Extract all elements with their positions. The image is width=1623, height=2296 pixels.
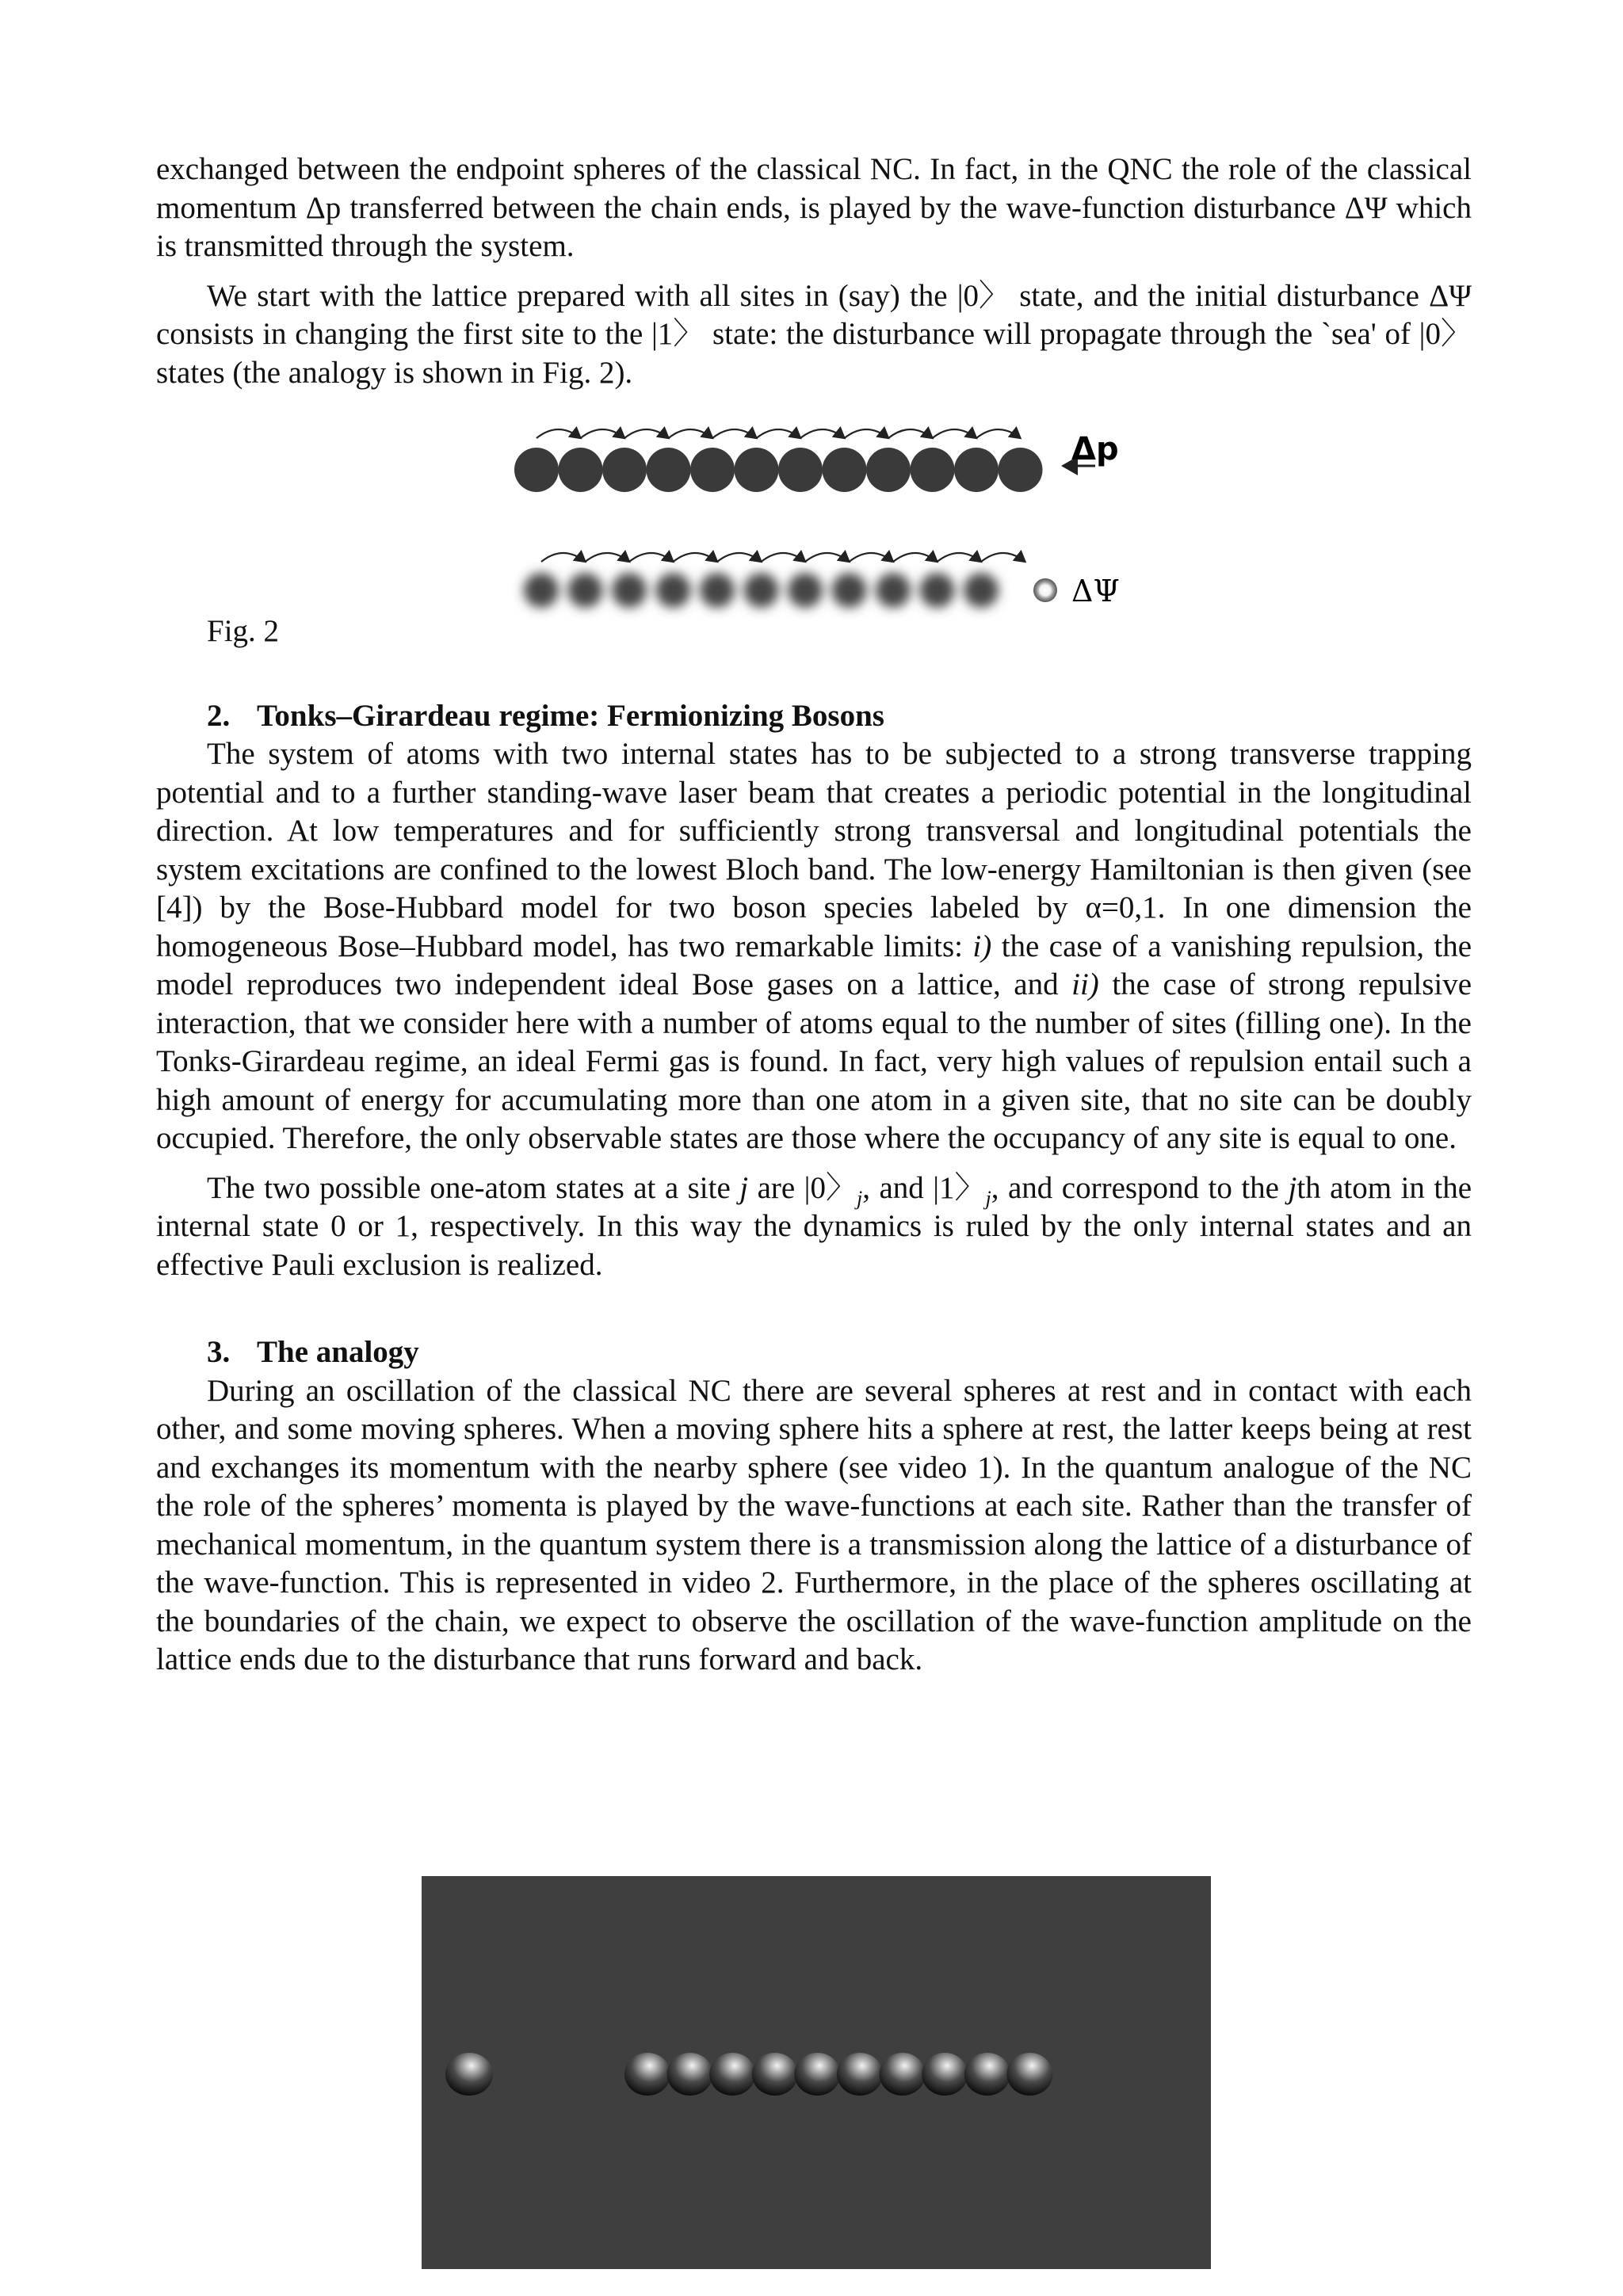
chain-sphere <box>794 2053 840 2096</box>
chain-sphere <box>964 2053 1010 2096</box>
chain-sphere <box>922 2053 968 2096</box>
chain-sphere <box>709 2053 755 2096</box>
classical-sphere <box>690 448 735 492</box>
lattice-site <box>876 573 911 608</box>
classical-sphere <box>559 448 603 492</box>
transfer-arrow <box>541 553 586 562</box>
lattice-site <box>568 573 603 608</box>
momentum-transfer-arrows <box>537 429 1021 438</box>
transfer-arrow <box>981 553 1025 562</box>
page-content <box>156 151 1472 1680</box>
chain-sphere <box>880 2053 926 2096</box>
paragraph-3 <box>156 735 1472 1158</box>
classical-sphere <box>954 448 999 492</box>
classical-sphere-chain <box>514 448 1043 492</box>
transfer-arrow <box>537 429 581 438</box>
paragraph-3-text-c: the case of strong repulsive interaction, that we consider here with a number of atoms equal to the number of sites (filling one). In the Tonks-Girardeau regime, an ideal Fermi gas is found. In fact, very high values of repulsion entail such a high amount of energy for accumulating more than one atom in a given site, that no site can be doubly occupied. Therefore, the only observable states are those where the occupancy of any site is equal to one. <box>156 967 1472 1155</box>
lattice-site <box>788 573 823 608</box>
classical-sphere <box>602 448 647 492</box>
section-3-number: 3. <box>207 1335 231 1369</box>
lattice-site <box>920 573 955 608</box>
paragraph-4-text-d: , and correspond to the <box>991 1170 1279 1205</box>
classical-sphere <box>735 448 779 492</box>
excited-site <box>1033 578 1057 602</box>
paragraph-4-text-e: th atom in the internal state 0 or 1, respectively. In this way the dynamics is ruled by the only internal states and an effective Pauli exclusion is realized. <box>156 1170 1472 1282</box>
transfer-arrow <box>850 553 894 562</box>
paragraph-4-site-j: j <box>739 1170 749 1205</box>
transfer-arrow <box>762 553 806 562</box>
transfer-arrow <box>888 429 933 438</box>
transfer-arrow <box>893 553 938 562</box>
transfer-arrow <box>717 553 762 562</box>
chain-sphere <box>752 2053 798 2096</box>
section-3-heading <box>156 1333 1472 1372</box>
transfer-arrow <box>669 429 713 438</box>
paragraph-4-sub-j2: j <box>985 1186 991 1210</box>
chain-sphere <box>667 2053 713 2096</box>
delta-p-label: Δp <box>1071 431 1119 467</box>
transfer-arrow <box>933 429 977 438</box>
chain-sphere <box>1006 2053 1052 2096</box>
lattice-site <box>832 573 867 608</box>
paragraph-4 <box>156 1169 1472 1285</box>
classical-sphere <box>999 448 1043 492</box>
transfer-arrow <box>938 553 982 562</box>
lattice-site <box>744 573 779 608</box>
paragraph-2: We start with the lattice prepared with all sites in (say) the |0〉 state, and the initial disturbance ΔΨ consists in changing the first site to the |1〉 state: the disturbance will propagate through the `sea' of |0〉 states (the analogy is shown in Fig. 2). <box>156 278 1472 390</box>
lattice-site <box>656 573 691 608</box>
transfer-arrow <box>624 429 669 438</box>
section-2-number: 2. <box>207 698 231 733</box>
chain-sphere <box>837 2053 883 2096</box>
lattice-site <box>612 573 647 608</box>
paragraph-3-text-a: The system of atoms with two internal states has to be subjected to a strong transverse trapping potential and to a further standing-wave laser beam that creates a periodic potential in the longitudinal direction. At low temperatures and for sufficiently strong transversal and longitudinal potentials the system excitations are confined to the lowest Bloch band. The low-energy Hamiltonian is then given (see [4]) by the Bose-Hubbard model for two boson species labeled by α=0,1. In one dimension the homogeneous Bose–Hubbard model, has two remarkable limits: <box>156 737 1472 963</box>
lattice-site <box>524 573 559 608</box>
paragraph-1: exchanged between the endpoint spheres of the classical NC. In fact, in the QNC the role of the classical momentum Δp transferred between the chain ends, is played by the wave-function disturbance ΔΨ which is transmitted through the system. <box>156 152 1472 263</box>
paragraph-3-text-b: the case of a vanishing repulsion, the model reproduces two independent ideal Bose gases on a lattice, and <box>156 929 1472 1001</box>
figure-3-sphere-render <box>422 1876 1211 2269</box>
paragraph-3-item-i: i) <box>972 929 992 963</box>
classical-sphere <box>647 448 691 492</box>
transfer-arrow <box>800 429 845 438</box>
section-3-title: The analogy <box>257 1335 419 1369</box>
paragraph-4-sub-j1: j <box>857 1186 863 1210</box>
classical-sphere <box>866 448 911 492</box>
paragraph-4-text-b: are |0〉 <box>757 1170 857 1205</box>
delta-psi-label: ΔΨ <box>1071 574 1120 608</box>
paragraph-4-atom-j: j <box>1288 1170 1297 1205</box>
quantum-lattice-sites <box>524 573 999 608</box>
paragraph-5: During an oscillation of the classical NC there are several spheres at rest and in contact with each other, and some moving spheres. When a moving sphere hits a sphere at rest, the latter keeps being at rest and exchanges its momentum with the nearby sphere (see video 1). In the quantum analogue of the NC the role of the spheres’ momenta is played by the wave-functions at each site. Rather than the transfer of mechanical momentum, in the quantum system there is a transmission along the lattice of a disturbance of the wave-function. This is represented in video 2. Furthermore, in the place of the spheres oscillating at the boundaries of the chain, we expect to observe the oscillation of the wave-function amplitude on the lattice ends due to the disturbance that runs forward and back. <box>156 1373 1472 1676</box>
classical-sphere <box>514 448 559 492</box>
disturbance-transfer-arrows <box>541 553 1025 562</box>
transfer-arrow <box>805 553 850 562</box>
paragraph-4-text-a: The two possible one-atom states at a site <box>207 1170 731 1205</box>
section-2-heading <box>156 697 1472 736</box>
section-2-title: Tonks–Girardeau regime: Fermionizing Bosons <box>257 698 884 733</box>
transfer-arrow <box>712 429 757 438</box>
transfer-arrow <box>976 429 1021 438</box>
paragraph-3-item-ii: ii) <box>1071 967 1099 1001</box>
figure-2-newton-cradle-analogy <box>513 422 1131 628</box>
figure-2-caption: Fig. 2 <box>207 614 280 648</box>
paragraph-4-text-c: , and |1〉 <box>862 1170 986 1205</box>
classical-sphere <box>823 448 867 492</box>
separated-sphere <box>445 2053 493 2096</box>
transfer-arrow <box>629 553 674 562</box>
lattice-site <box>964 573 999 608</box>
transfer-arrow <box>845 429 889 438</box>
transfer-arrow <box>586 553 630 562</box>
classical-sphere <box>778 448 823 492</box>
chain-sphere <box>624 2053 670 2096</box>
transfer-arrow <box>674 553 718 562</box>
transfer-arrow <box>757 429 801 438</box>
lattice-site <box>700 573 735 608</box>
figure-3-video-frame <box>422 1876 1211 2269</box>
classical-sphere <box>911 448 955 492</box>
transfer-arrow <box>581 429 625 438</box>
figure-3-spheres <box>445 2053 1052 2096</box>
